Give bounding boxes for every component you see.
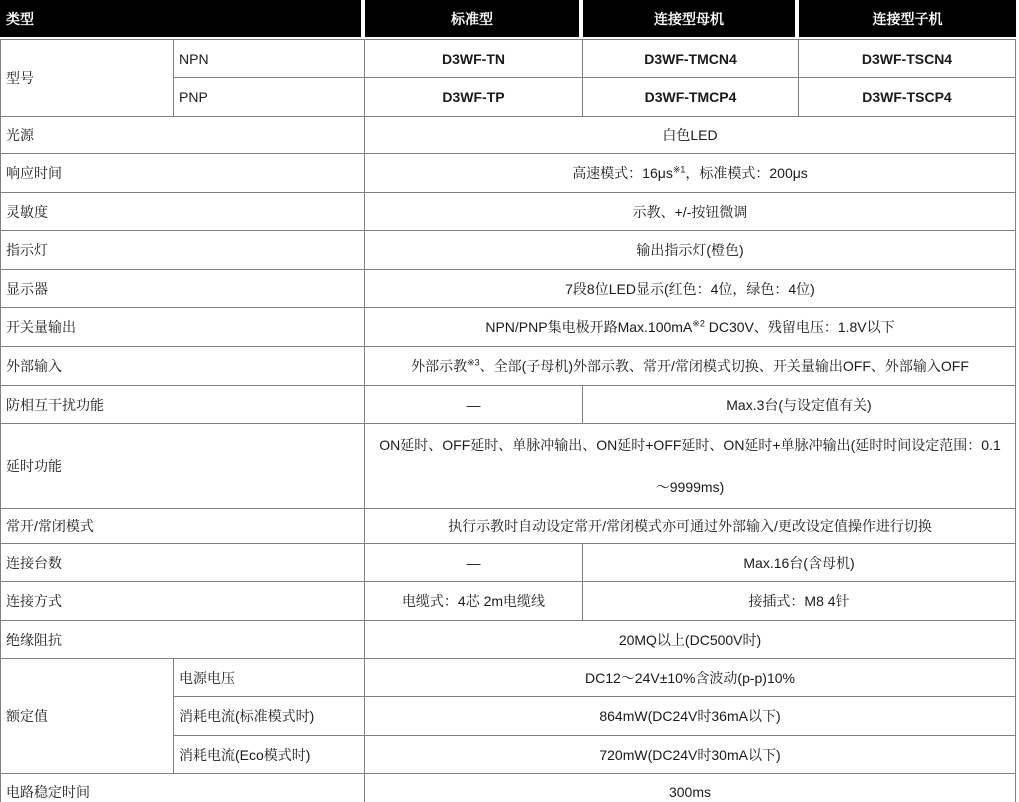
- interference-label: 防相互干扰功能: [0, 386, 365, 424]
- header-cell-type: 类型: [0, 0, 365, 39]
- unit-count-label: 连接台数: [0, 544, 365, 582]
- switch-output-pre: NPN/PNP集电极开路Max.100mA: [485, 319, 693, 335]
- circuit-stabilization-label: 电路稳定时间: [0, 774, 365, 802]
- light-source-value: 白色LED: [365, 117, 1016, 154]
- response-time-label: 响应时间: [0, 154, 365, 193]
- no-nc-mode-label: 常开/常闭模式: [0, 509, 365, 544]
- rated-voltage-value: DC12～24V±10%含波动(p-p)10%: [365, 659, 1016, 697]
- rated-current-standard-value: 864mW(DC24V时36mA以下): [365, 697, 1016, 736]
- model-npn-standard: D3WF-TN: [365, 39, 583, 78]
- row-rated-voltage: [0, 659, 1016, 697]
- row-connection: [0, 582, 1016, 621]
- switch-output-note-ref: ※2: [692, 318, 705, 329]
- external-input-label: 外部输入: [0, 347, 365, 386]
- unit-count-connected: Max.16台(含母机): [583, 544, 1016, 582]
- rated-sub-voltage: 电源电压: [174, 659, 365, 697]
- external-input-note-ref: ※3: [467, 357, 480, 368]
- row-no-nc-mode: [0, 509, 1016, 544]
- insulation-value: 20MQ以上(DC500V时): [365, 621, 1016, 659]
- model-label: 型号: [0, 39, 174, 117]
- delay-value: ON延时、OFF延时、单脉冲输出、ON延时+OFF延时、ON延时+单脉冲输出(延时时间设定范围：0.1～9999ms): [365, 424, 1016, 509]
- model-sub-pnp: PNP: [174, 78, 365, 117]
- rated-sub-current-standard: 消耗电流(标准模式时): [174, 697, 365, 736]
- unit-count-standard: —: [365, 544, 583, 582]
- row-response-time: [0, 154, 1016, 193]
- interference-connected: Max.3台(与设定值有关): [583, 386, 1016, 424]
- row-light-source: [0, 117, 1016, 154]
- display-label: 显示器: [0, 270, 365, 308]
- row-interference: [0, 386, 1016, 424]
- model-npn-master: D3WF-TMCN4: [583, 39, 799, 78]
- model-pnp-master: D3WF-TMCP4: [583, 78, 799, 117]
- row-sensitivity: [0, 193, 1016, 231]
- row-unit-count: [0, 544, 1016, 582]
- external-input-pre: 外部示教: [411, 358, 468, 374]
- response-time-pre: 高速模式：16μs: [572, 165, 673, 181]
- circuit-stabilization-value: 300ms: [365, 774, 1016, 802]
- indicator-label: 指示灯: [0, 231, 365, 270]
- response-time-post: ，标准模式：200μs: [685, 165, 808, 181]
- connection-label: 连接方式: [0, 582, 365, 621]
- insulation-label: 绝缘阻抗: [0, 621, 365, 659]
- model-npn-slave: D3WF-TSCN4: [799, 39, 1016, 78]
- light-source-label: 光源: [0, 117, 365, 154]
- header-cell-standard: 标准型: [365, 0, 583, 39]
- header-cell-slave: 连接型子机: [799, 0, 1016, 39]
- row-circuit-stabilization: [0, 774, 1016, 802]
- spec-table-header: [0, 0, 1016, 39]
- delay-label: 延时功能: [0, 424, 365, 509]
- switch-output-value: [365, 308, 1016, 347]
- row-model-npn: [0, 39, 1016, 78]
- row-insulation: [0, 621, 1016, 659]
- interference-standard: —: [365, 386, 583, 424]
- connection-standard: 电缆式：4芯 2m电缆线: [365, 582, 583, 621]
- model-pnp-slave: D3WF-TSCP4: [799, 78, 1016, 117]
- response-time-note-ref: ※1: [672, 164, 686, 175]
- sensitivity-value: 示教、+/-按钮微调: [365, 193, 1016, 231]
- row-delay: [0, 424, 1016, 509]
- connection-connected: 接插式：M8 4针: [583, 582, 1016, 621]
- rated-label: 额定值: [0, 659, 174, 774]
- header-cell-master: 连接型母机: [583, 0, 799, 39]
- row-external-input: [0, 347, 1016, 386]
- switch-output-label: 开关量输出: [0, 308, 365, 347]
- display-value: 7段8位LED显示(红色：4位，绿色：4位): [365, 270, 1016, 308]
- indicator-value: 输出指示灯(橙色): [365, 231, 1016, 270]
- model-pnp-standard: D3WF-TP: [365, 78, 583, 117]
- row-switch-output: [0, 308, 1016, 347]
- rated-sub-current-eco: 消耗电流(Eco模式时): [174, 736, 365, 774]
- model-sub-npn: NPN: [174, 39, 365, 78]
- switch-output-post: DC30V、残留电压：1.8V以下: [704, 319, 895, 335]
- external-input-value: [365, 347, 1016, 386]
- response-time-value: [365, 154, 1016, 193]
- sensitivity-label: 灵敏度: [0, 193, 365, 231]
- row-display: [0, 270, 1016, 308]
- external-input-post: 、全部(子母机)外部示教、常开/常闭模式切换、开关量输出OFF、外部输入OFF: [479, 358, 969, 374]
- rated-current-eco-value: 720mW(DC24V时30mA以下): [365, 736, 1016, 774]
- no-nc-mode-value: 执行示教时自动设定常开/常闭模式亦可通过外部输入/更改设定值操作进行切换: [365, 509, 1016, 544]
- row-indicator: [0, 231, 1016, 270]
